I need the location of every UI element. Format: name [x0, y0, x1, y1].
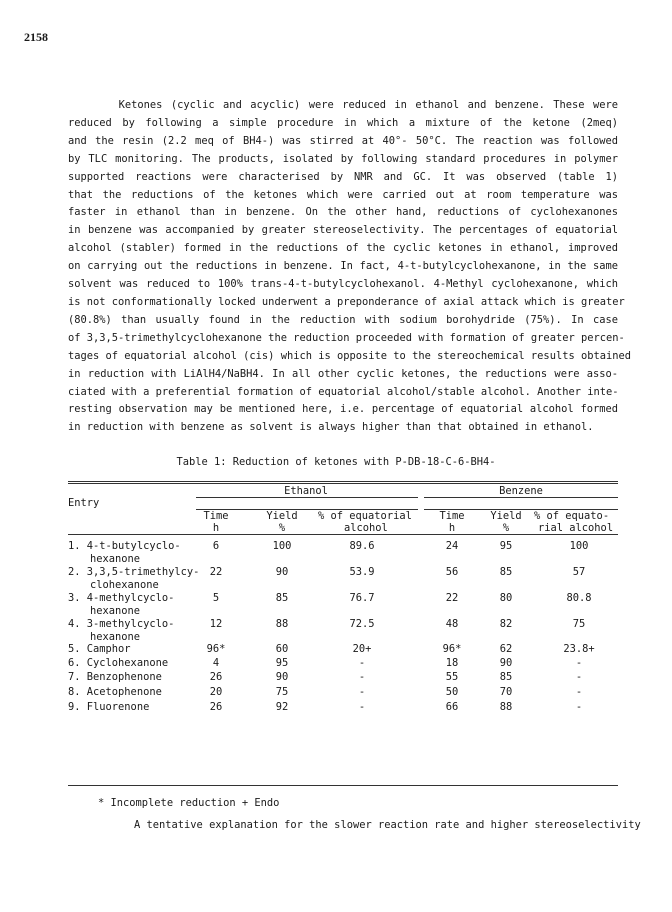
table-caption: Table 1: Reduction of ketones with P-DB-18-C-6-BH4- [176, 456, 496, 468]
row-ben-eq: - [575, 686, 583, 698]
row-eth-time: 26 [209, 671, 223, 683]
row-eth-time: 6 [212, 540, 220, 552]
row-eth-time: 20 [209, 686, 223, 698]
page-number: 2158 [24, 30, 48, 44]
row-eth-yield: 92 [275, 701, 289, 713]
row-ben-time: 66 [445, 701, 459, 713]
row-name: 3. 4-methylcyclo- [68, 592, 175, 604]
col-yield-eth: Yield [266, 510, 298, 522]
row-eth-yield: 95 [275, 657, 289, 669]
intro-line: faster in ethanol than in benzene. On the other hand, reductions of cyclohexanones [68, 206, 618, 219]
col-eq-eth: % of equatorial [318, 510, 412, 522]
benzene-underline [424, 497, 618, 498]
intro-line: in reduction with benzene as solvent is always higher than that obtained in ethanol. [68, 421, 594, 434]
row-ben-time: 22 [445, 592, 459, 604]
row-ben-eq: - [575, 657, 583, 669]
ethanol-underline [196, 497, 418, 498]
row-ben-eq: 57 [572, 566, 586, 578]
intro-line: resting observation may be mentioned here, i.e. percentage of equatorial alcohol formed [68, 403, 618, 416]
intro-line: tages of equatorial alcohol (cis) which is opposite to the stereochemical results obtained [68, 349, 632, 362]
row-eth-eq: 72.5 [349, 618, 375, 630]
row-ben-yield: 90 [499, 657, 513, 669]
table-footnote: * Incomplete reduction + Endo [98, 797, 280, 809]
row-eth-yield: 60 [275, 643, 289, 655]
row-eth-time: 96* [206, 643, 226, 655]
intro-line: of 3,3,5-trimethylcyclohexanone the reduction proceeded with formation of greater percen- [68, 331, 625, 344]
row-eth-yield: 85 [275, 592, 289, 604]
group-ethanol: Ethanol [284, 485, 328, 497]
row-name: 8. Acetophenone [68, 686, 162, 698]
intro-line: reduced by following a simple procedure in which a mixture of the ketone (2meq) [68, 116, 618, 129]
row-name-cont: hexanone [90, 553, 141, 565]
row-ben-time: 24 [445, 540, 459, 552]
col-eq-ben-unit: rial alcohol [538, 522, 614, 534]
col-time-ben: Time [439, 510, 465, 522]
row-ben-time: 96* [442, 643, 462, 655]
row-ben-yield: 88 [499, 701, 513, 713]
row-name-cont: hexanone [90, 605, 141, 617]
col-yield-ben: Yield [490, 510, 522, 522]
row-eth-yield: 90 [275, 566, 289, 578]
intro-paragraph [68, 97, 632, 437]
row-eth-yield: 90 [275, 671, 289, 683]
row-ben-time: 18 [445, 657, 459, 669]
row-eth-time: 26 [209, 701, 223, 713]
row-ben-yield: 85 [499, 566, 513, 578]
row-eth-eq: - [358, 657, 366, 669]
intro-line: Ketones (cyclic and acyclic) were reduced in ethanol and benzene. These were [68, 99, 618, 111]
row-eth-time: 5 [212, 592, 220, 604]
col-time-eth-unit: h [212, 522, 220, 534]
subheader-rule-ben [424, 509, 618, 510]
intro-line: on carrying out the reductions in benzene. In fact, 4-t-butylcyclohexanone, in the same [68, 260, 618, 273]
col-time-ben-unit: h [448, 522, 456, 534]
row-eth-eq: - [358, 701, 366, 713]
row-ben-time: 55 [445, 671, 459, 683]
row-ben-time: 50 [445, 686, 459, 698]
row-ben-yield: 85 [499, 671, 513, 683]
row-name-cont: hexanone [90, 631, 141, 643]
intro-line: in reduction with LiAlH4/NaBH4. In all other cyclic ketones, the reductions were asso- [68, 367, 618, 380]
intro-line: in benzene was accompanied by greater stereoselectivity. The percentages of equatorial [68, 224, 618, 237]
header-bottom-rule [68, 534, 618, 535]
row-name-cont: clohexanone [90, 579, 159, 591]
row-ben-eq: - [575, 701, 583, 713]
table-top-rule [68, 481, 618, 482]
row-ben-yield: 95 [499, 540, 513, 552]
intro-line: alcohol (stabler) formed in the reductions of the cyclic ketones in ethanol, improved [68, 242, 618, 255]
col-eq-ben: % of equato- [534, 510, 610, 522]
row-eth-eq: - [358, 686, 366, 698]
row-eth-yield: 75 [275, 686, 289, 698]
row-name: 6. Cyclohexanone [68, 657, 169, 669]
row-ben-eq: 75 [572, 618, 586, 630]
col-eq-eth-unit: alcohol [344, 522, 388, 534]
continuation-text: A tentative explanation for the slower reaction rate and higher stereoselectivity [134, 819, 641, 831]
row-ben-yield: 70 [499, 686, 513, 698]
row-ben-eq: 23.8+ [563, 643, 595, 655]
row-ben-yield: 82 [499, 618, 513, 630]
row-eth-time: 4 [212, 657, 220, 669]
row-name: 2. 3,3,5-trimethylcy- [68, 566, 200, 578]
row-name: 4. 3-methylcyclo- [68, 618, 175, 630]
intro-line: by TLC monitoring. The products, isolated by following standard procedures in polymer [68, 152, 618, 165]
intro-line: solvent was reduced to 100% trans-4-t-butylcyclohexanol. 4-Methyl cyclohexanone, which [68, 278, 618, 291]
row-eth-eq: 53.9 [349, 566, 375, 578]
row-ben-yield: 80 [499, 592, 513, 604]
row-eth-time: 12 [209, 618, 223, 630]
row-eth-yield: 100 [272, 540, 292, 552]
row-eth-eq: 76.7 [349, 592, 375, 604]
row-eth-eq: 89.6 [349, 540, 375, 552]
intro-line: that the reductions of the ketones which were carried out at room temperature was [68, 188, 618, 201]
row-eth-eq: 20+ [352, 643, 372, 655]
row-ben-eq: 100 [569, 540, 589, 552]
intro-line: and the resin (2.2 meq of BH4-) was stirred at 40°- 50°C. The reaction was followed [68, 134, 618, 147]
col-time-eth: Time [203, 510, 229, 522]
row-ben-time: 48 [445, 618, 459, 630]
subheader-rule-eth [196, 509, 418, 510]
intro-line: ciated with a preferential formation of equatorial alcohol/stable alcohol. Another inte- [68, 385, 619, 398]
row-ben-eq: - [575, 671, 583, 683]
table-bottom-rule [68, 785, 618, 786]
intro-line: supported reactions were characterised by NMR and GC. It was observed (table 1) [68, 170, 618, 183]
row-ben-yield: 62 [499, 643, 513, 655]
row-name: 1. 4-t-butylcyclo- [68, 540, 181, 552]
row-eth-yield: 88 [275, 618, 289, 630]
row-name: 9. Fluorenone [68, 701, 150, 713]
col-yield-eth-unit: % [278, 522, 286, 534]
col-yield-ben-unit: % [502, 522, 510, 534]
intro-line: is not conformationally locked underwent a preponderance of axial attack which is greater [68, 295, 625, 308]
row-ben-eq: 80.8 [566, 592, 592, 604]
entry-header: Entry [68, 497, 100, 509]
row-name: 7. Benzophenone [68, 671, 162, 683]
group-benzene: Benzene [499, 485, 543, 497]
row-name: 5. Camphor [68, 643, 131, 655]
row-eth-time: 22 [209, 566, 223, 578]
row-ben-time: 56 [445, 566, 459, 578]
intro-line: (80.8%) than usually found in the reduction with sodium borohydride (75%). In case [68, 313, 618, 326]
row-eth-eq: - [358, 671, 366, 683]
table-top-rule-2 [68, 483, 618, 484]
